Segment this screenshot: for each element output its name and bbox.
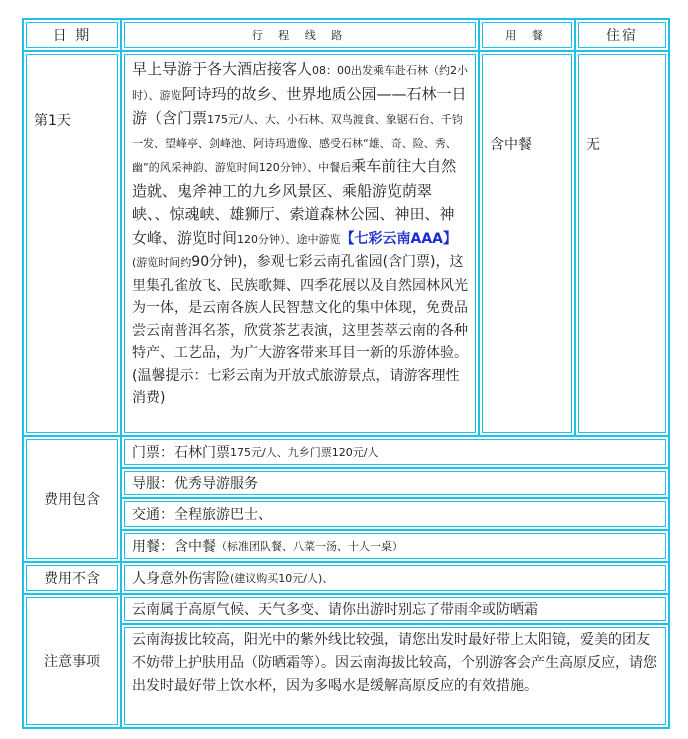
included-label (22, 435, 122, 563)
notes-item-1 (120, 593, 670, 625)
header-date: 日 期 (22, 18, 122, 52)
notes-item-2 (120, 623, 670, 729)
included-ticket (120, 435, 670, 469)
itinerary-part: 阿诗玛的故乡、世界地质公园——石林一日游（含门票 (132, 84, 467, 127)
included-guide-text: 导服：优秀导游服务 (132, 476, 258, 492)
notes-item-1-text: 云南属于高原气候、天气多变、请你出游时别忘了带雨伞或防晒霜 (132, 602, 538, 618)
excluded-text-main: 人身意外伤害险 (132, 571, 230, 587)
header-route: 行 程 线 路 (120, 18, 480, 52)
itinerary-part: 120分钟）、途中游览 (237, 232, 341, 246)
included-transport-text: 交通：全程旅游巴士、 (132, 507, 272, 523)
included-meal-detail: （标准团队餐、八菜一汤、十人一桌） (216, 540, 403, 553)
excluded-text (120, 561, 670, 595)
included-label-text: 费用包含 (44, 492, 100, 508)
header-meal: 用 餐 (478, 18, 576, 52)
itinerary-highlight: 【七彩云南AAA】 (340, 230, 458, 247)
itinerary-text (122, 52, 478, 410)
itinerary-cell (120, 50, 480, 437)
day-stay (574, 50, 670, 437)
itinerary-part: 乘车前往大自然造就、鬼斧神工的九乡风景区、乘船游览荫翠峡、、惊魂峡、雄狮厅、索道森林公园、神田、神女峰、游览时间 (132, 157, 457, 247)
day-meal (478, 50, 576, 437)
itinerary-part: 90分钟)，参观七彩云南孔雀园(含门票)，这里集孔雀放飞、民族歌舞、四季花展以及自然园林风光为一体，是云南各族人民智慧文化的集中体现，免费品尝云南普洱名茶，欣赏茶艺表演，这里荟萃云南的各种特产、工艺品，为广大游客带来耳目一新的乐游体验。(温馨提示：七彩云南为开放式旅游景点，请游客理性消费) (132, 254, 468, 406)
itinerary-part: (游览时间约 (132, 256, 192, 269)
included-meal (120, 529, 670, 563)
included-ticket-main: 门票：石林门票 (132, 445, 230, 461)
notes-label (22, 593, 122, 729)
notes-label-text: 注意事项 (44, 654, 100, 670)
itinerary-part: 早上导游于各大酒店接客人 (132, 60, 313, 78)
included-transport (120, 497, 670, 531)
day-stay-text: 无 (586, 137, 600, 153)
excluded-label (22, 561, 122, 595)
header-stay: 住宿 (574, 18, 670, 52)
day-label (22, 50, 122, 437)
included-ticket-detail: 175元/人、九乡门票120元/人 (230, 446, 379, 459)
included-guide (120, 467, 670, 499)
itinerary-part: 08：00出发乘车赴石林（约2小时）、游览 (132, 64, 469, 102)
notes-item-2-text: 云南海拔比较高，阳光中的紫外线比较强，请您出发时最好带上太阳镜，爱美的团友不妨带上护肤用品（防晒霜等）。因云南海拔比较高，个别游客会产生高原反应，请您出发时最好带上饮水杯，因为多喝水是缓解高原反应的有效措施。 (132, 632, 657, 694)
excluded-label-text: 费用不含 (44, 571, 100, 587)
included-meal-main: 用餐：含中餐 (132, 539, 216, 555)
excluded-text-detail: (建议购买10元/人)、 (230, 572, 334, 585)
itinerary-part: 175元/人、大、小石林、双鸟渡食、象锯石台、千钧一发、望峰亭、剑峰池、阿诗玛遗像、感受石林“雄、奇、险、秀、幽”的风采神韵、游览时间120分钟）、中餐后 (132, 113, 463, 174)
day-label-text: 第1天 (34, 113, 71, 129)
day-meal-text: 含中餐 (490, 137, 532, 153)
